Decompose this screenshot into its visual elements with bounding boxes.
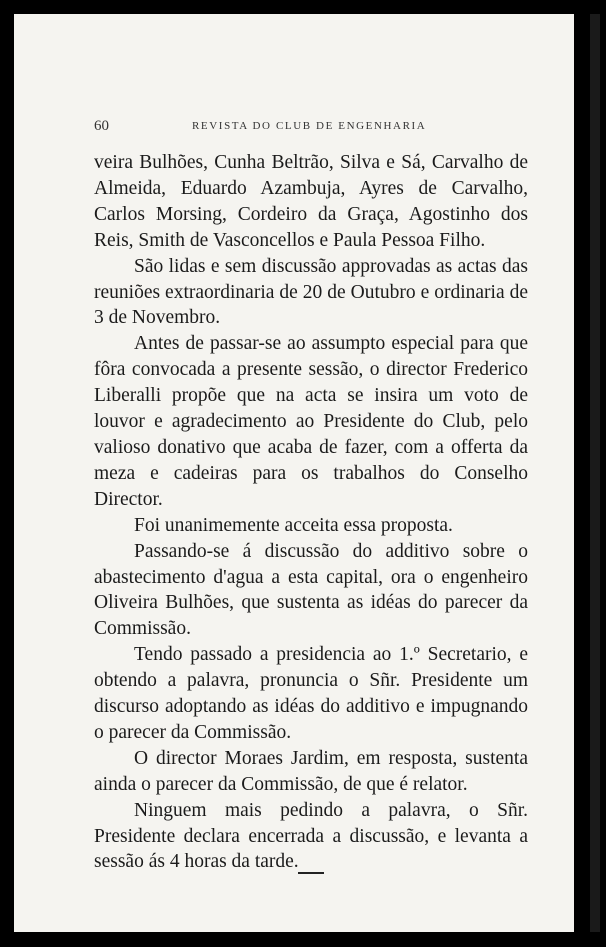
book-page: [14, 14, 574, 932]
paragraph: Ninguem mais pedindo a palavra, o Sñr. Presidente declara encerrada a discussão, e levanta a sessão ás 4 horas da tarde.: [94, 799, 528, 873]
paragraph: O director Moraes Jardim, em resposta, sustenta ainda o parecer da Commissão, de que é relator.: [94, 747, 528, 795]
paragraph: Passando-se á discussão do additivo sobre o abastecimento d'agua a esta capital, ora o engenheiro Oliveira Bulhões, que sustenta as idéas do parecer da Commissão.: [94, 540, 528, 640]
binding-edge: [590, 14, 600, 932]
paragraph: veira Bulhões, Cunha Beltrão, Silva e Sá, Carvalho de Almeida, Eduardo Azambuja, Ayres de Carvalho, Carlos Morsing, Cordeiro da Graça, Agostinho dos Reis, Smith de Vasconcellos e Paula Pessoa Filho.: [94, 152, 528, 251]
page-header: [94, 114, 544, 138]
paragraph: Foi unanimemente acceita essa proposta.: [134, 514, 453, 536]
closing-rule: [298, 872, 324, 874]
paragraph: Tendo passado a presidencia ao 1.º Secretario, e obtendo a palavra, pronuncia o Sñr. Presidente um discurso adoptando as idéas do additivo e impugnando o parecer da Commissão.: [94, 644, 528, 743]
text-body: [94, 150, 528, 875]
paragraph: São lidas e sem discussão approvadas as actas das reuniões extraordinaria de 20 de Outubro e ordinaria de 3 de Novembro.: [94, 255, 528, 329]
running-title: REVISTA DO CLUB DE ENGENHARIA: [192, 120, 427, 132]
page-number: 60: [94, 118, 109, 134]
paragraph: Antes de passar-se ao assumpto especial para que fôra convocada a presente sessão, o director Frederico Liberalli propõe que na acta se insira um voto de louvor e agradecimento ao Presidente do Club, pelo valioso donativo que acaba de fazer, com a offerta da meza e cadeiras para os trabalhos do Conselho Director.: [94, 333, 528, 510]
